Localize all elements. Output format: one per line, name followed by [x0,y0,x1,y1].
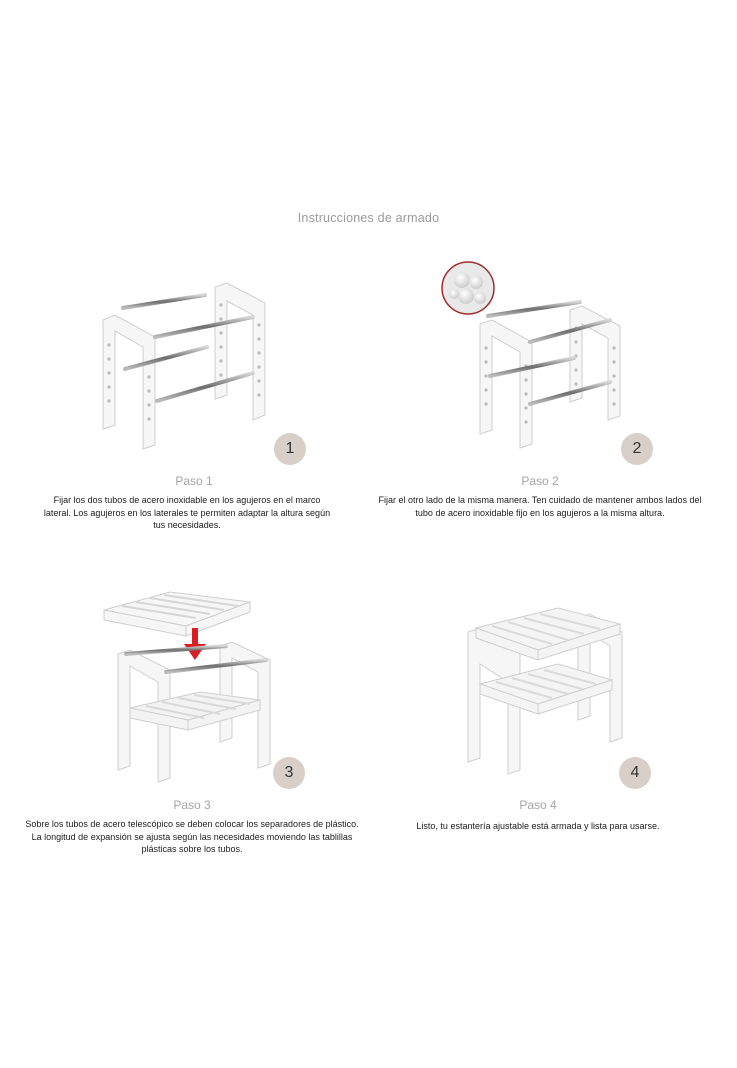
detail-zoom-icon [442,262,494,314]
step-3-description: Sobre los tubos de acero telescópico se deben colocar los separadores de plástico. La longitud de expansión se ajusta según las necesidades moviendo las tablillas plásticas sobre los tubos. [25,819,359,854]
step-4-illustration [462,598,632,778]
step-2-description: Fijar el otro lado de la misma manera. Ten cuidado de mantener ambos lados del tubo de acero inoxidable fijo en los agujeros a la misma altura. [378,495,702,518]
step-2-label: Paso 2 [521,474,559,488]
step-1-label: Paso 1 [175,474,213,488]
step-4-number-badge: 4 [619,757,651,789]
step-2-illustration [440,258,640,453]
step-4-description: Listo, tu estantería ajustable está armada y lista para usarse. [416,821,660,831]
step-3-number-badge: 3 [273,757,305,789]
step-1-description: Fijar los dos tubos de acero inoxidable en los agujeros en el marco lateral. Los agujeros en los laterales te permiten adaptar la altura según tus necesidades. [43,495,331,530]
step-2-number-badge: 2 [621,433,653,465]
step-3-label: Paso 3 [173,798,211,812]
step-4-label: Paso 4 [519,798,557,812]
step-1-number-badge: 1 [274,433,306,465]
step-3-illustration [100,588,285,783]
step-1-illustration [95,275,280,450]
page-title: Instrucciones de armado [297,211,440,225]
